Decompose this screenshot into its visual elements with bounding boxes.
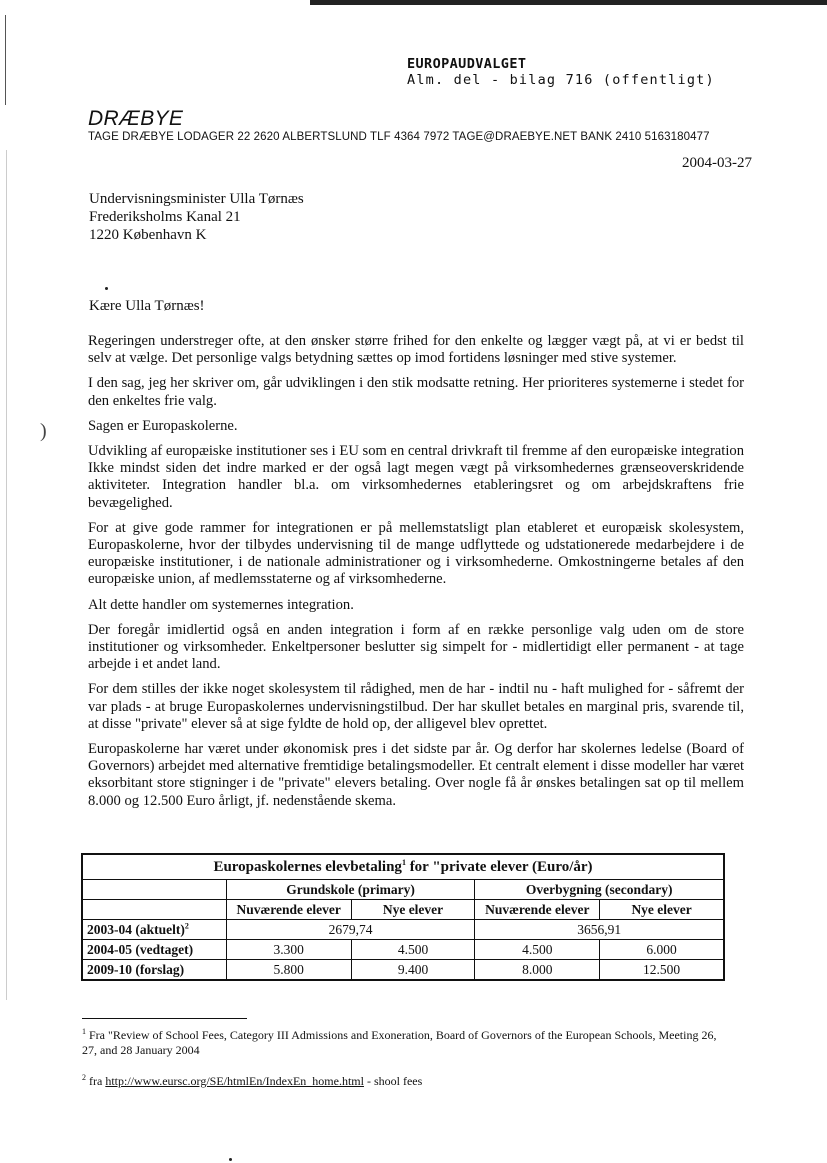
paragraph: Europaskolerne har været under økonomisk pres i det sidste par år. Og derfor har skolernes ledelse (Board of Governors) arbejdet med alternative fremtidige betalingsmodeller. Et centralt element i disse modeller har været eksorbitant store stigninger i de "private" elevers betaling. Over nogle få år ønskes betalingen sat op til mellem 8.000 og 12.500 Euro årligt, jf. nedenstående skema.	[88, 741, 744, 809]
table-cell: 8.000	[475, 960, 600, 981]
scan-edge-line	[6, 150, 7, 1000]
recipient-name: Undervisningsminister Ulla Tørnæs	[89, 191, 304, 207]
paragraph: For dem stilles der ikke noget skolesystem til rådighed, men de har - indtil nu - haft mulighed for - såfremt der var plads - at bruge Europaskolernes undervisningstilbud. Der har skullet betales en marginal pris, svarende til, at disse "private" elever så at sige fyldte de hold op, der alligevel blev oprettet.	[88, 681, 744, 732]
letterhead-contact: TAGE DRÆBYE LODAGER 22 2620 ALBERTSLUND TLF 4364 7972 TAGE@DRAEBYE.NET BANK 2410 5163180477	[88, 131, 710, 143]
stamp-line-2: Alm. del - bilag 716 (offentligt)	[407, 72, 715, 88]
table-row	[82, 960, 724, 981]
table-row	[82, 920, 724, 940]
greeting: Kære Ulla Tørnæs!	[89, 298, 205, 314]
paragraph: Regeringen understreger ofte, at den ønsker større frihed for den enkelte og lægger vægt på, at vi er bedst til selv at vælge. Det personlige valgs betydning sættes op imod fortidens løsninger med stive systemer.	[88, 333, 744, 367]
row-label: 2004-05 (vedtaget)	[82, 940, 226, 960]
footnote-divider	[82, 1018, 247, 1019]
scan-edge-line	[5, 15, 6, 105]
recipient-street: Frederiksholms Kanal 21	[89, 209, 241, 225]
recipient-city: 1220 København K	[89, 227, 207, 243]
scan-speck	[105, 287, 108, 290]
footnotes	[82, 1028, 732, 1105]
paragraph: Udvikling af europæiske institutioner ses i EU som en central drivkraft til fremme af den europæiske integration Ikke mindst siden det indre marked er der også lagt megen vægt på virksomhedernes grænseoverskridende aktiviteter. Integration handler bl.a. om virksomhedernes etableringsret og om arbejdskraftens frie bevægelighed.	[88, 443, 744, 511]
stamp-line-1: EUROPAUDVALGET	[407, 56, 527, 72]
committee-stamp	[407, 56, 715, 88]
table-row	[82, 940, 724, 960]
footnote-1: $^1$ Fra "Review of School Fees, Category III Admissions and Exoneration, Board of Governors of the European Schools, Meeting 26, 27, and 28 January 2004	[82, 1027, 717, 1057]
col-header-current: Nuværende elever	[226, 900, 351, 920]
table-corner-cell	[82, 900, 226, 920]
footnote-link[interactable]: http://www.eursc.org/SE/htmlEn/IndexEn_home.html	[105, 1074, 364, 1088]
table-cell: 2679,74	[226, 920, 475, 940]
table-cell: 4.500	[475, 940, 600, 960]
row-label: 2003-04 (aktuelt)$^2$	[82, 920, 226, 940]
scan-edge-bar	[310, 0, 827, 5]
paragraph: Der foregår imidlertid også en anden integration i form af en række personlige valg uden om de store institutioner og virksomheder. Enkeltpersoner beslutter sig simpelt for - midlertidigt eller permanent - at tage arbejde i et andet land.	[88, 621, 744, 673]
col-header-new: Nye elever	[351, 900, 475, 920]
table-cell: 3.300	[226, 940, 351, 960]
recipient-address	[89, 190, 304, 244]
col-header-new: Nye elever	[600, 900, 724, 920]
paragraph: For at give gode rammer for integrationen er på mellemstatsligt plan etableret et europæisk skolesystem, Europaskolerne, hvor der tilbydes undervisning til de mange udflyttede og udstationerede medarbejdere i de europæiske institutioner, i de nationale administrationer og i virksomhederne. Omkostningerne betales af den europæiske union, af medlemsstaterne og af virksomhederne.	[88, 519, 744, 588]
paragraph: Sagen er Europaskolerne.	[88, 417, 238, 434]
letter-date: 2004-03-27	[682, 155, 752, 171]
row-label: 2009-10 (forslag)	[82, 960, 226, 981]
paragraph: I den sag, jeg her skriver om, går udviklingen i den stik modsatte retning. Her prioriteres systemerne i stedet for den enkeltes frie valg.	[88, 375, 744, 409]
group-header-secondary: Overbygning (secondary)	[475, 880, 724, 900]
table-cell: 6.000	[600, 940, 724, 960]
col-header-current: Nuværende elever	[475, 900, 600, 920]
table-cell: 12.500	[600, 960, 724, 981]
scan-speck	[229, 1158, 232, 1161]
table-corner-cell	[82, 880, 226, 900]
letter-body	[88, 333, 744, 818]
table-cell: 9.400	[351, 960, 475, 981]
scan-mark: )	[40, 420, 47, 442]
group-header-primary: Grundskole (primary)	[226, 880, 475, 900]
fee-table-title: Europaskolernes elevbetaling$^1$ for "private elever (Euro/år)	[82, 854, 724, 880]
table-cell: 5.800	[226, 960, 351, 981]
footnote-2: $^2$ fra http://www.eursc.org/SE/htmlEn/IndexEn_home.html - shool fees	[82, 1073, 423, 1088]
table-cell: 3656,91	[475, 920, 724, 940]
table-cell: 4.500	[351, 940, 475, 960]
letterhead-logo: DRÆBYE	[88, 107, 184, 130]
fee-table	[81, 853, 725, 981]
paragraph: Alt dette handler om systemernes integration.	[88, 596, 354, 613]
